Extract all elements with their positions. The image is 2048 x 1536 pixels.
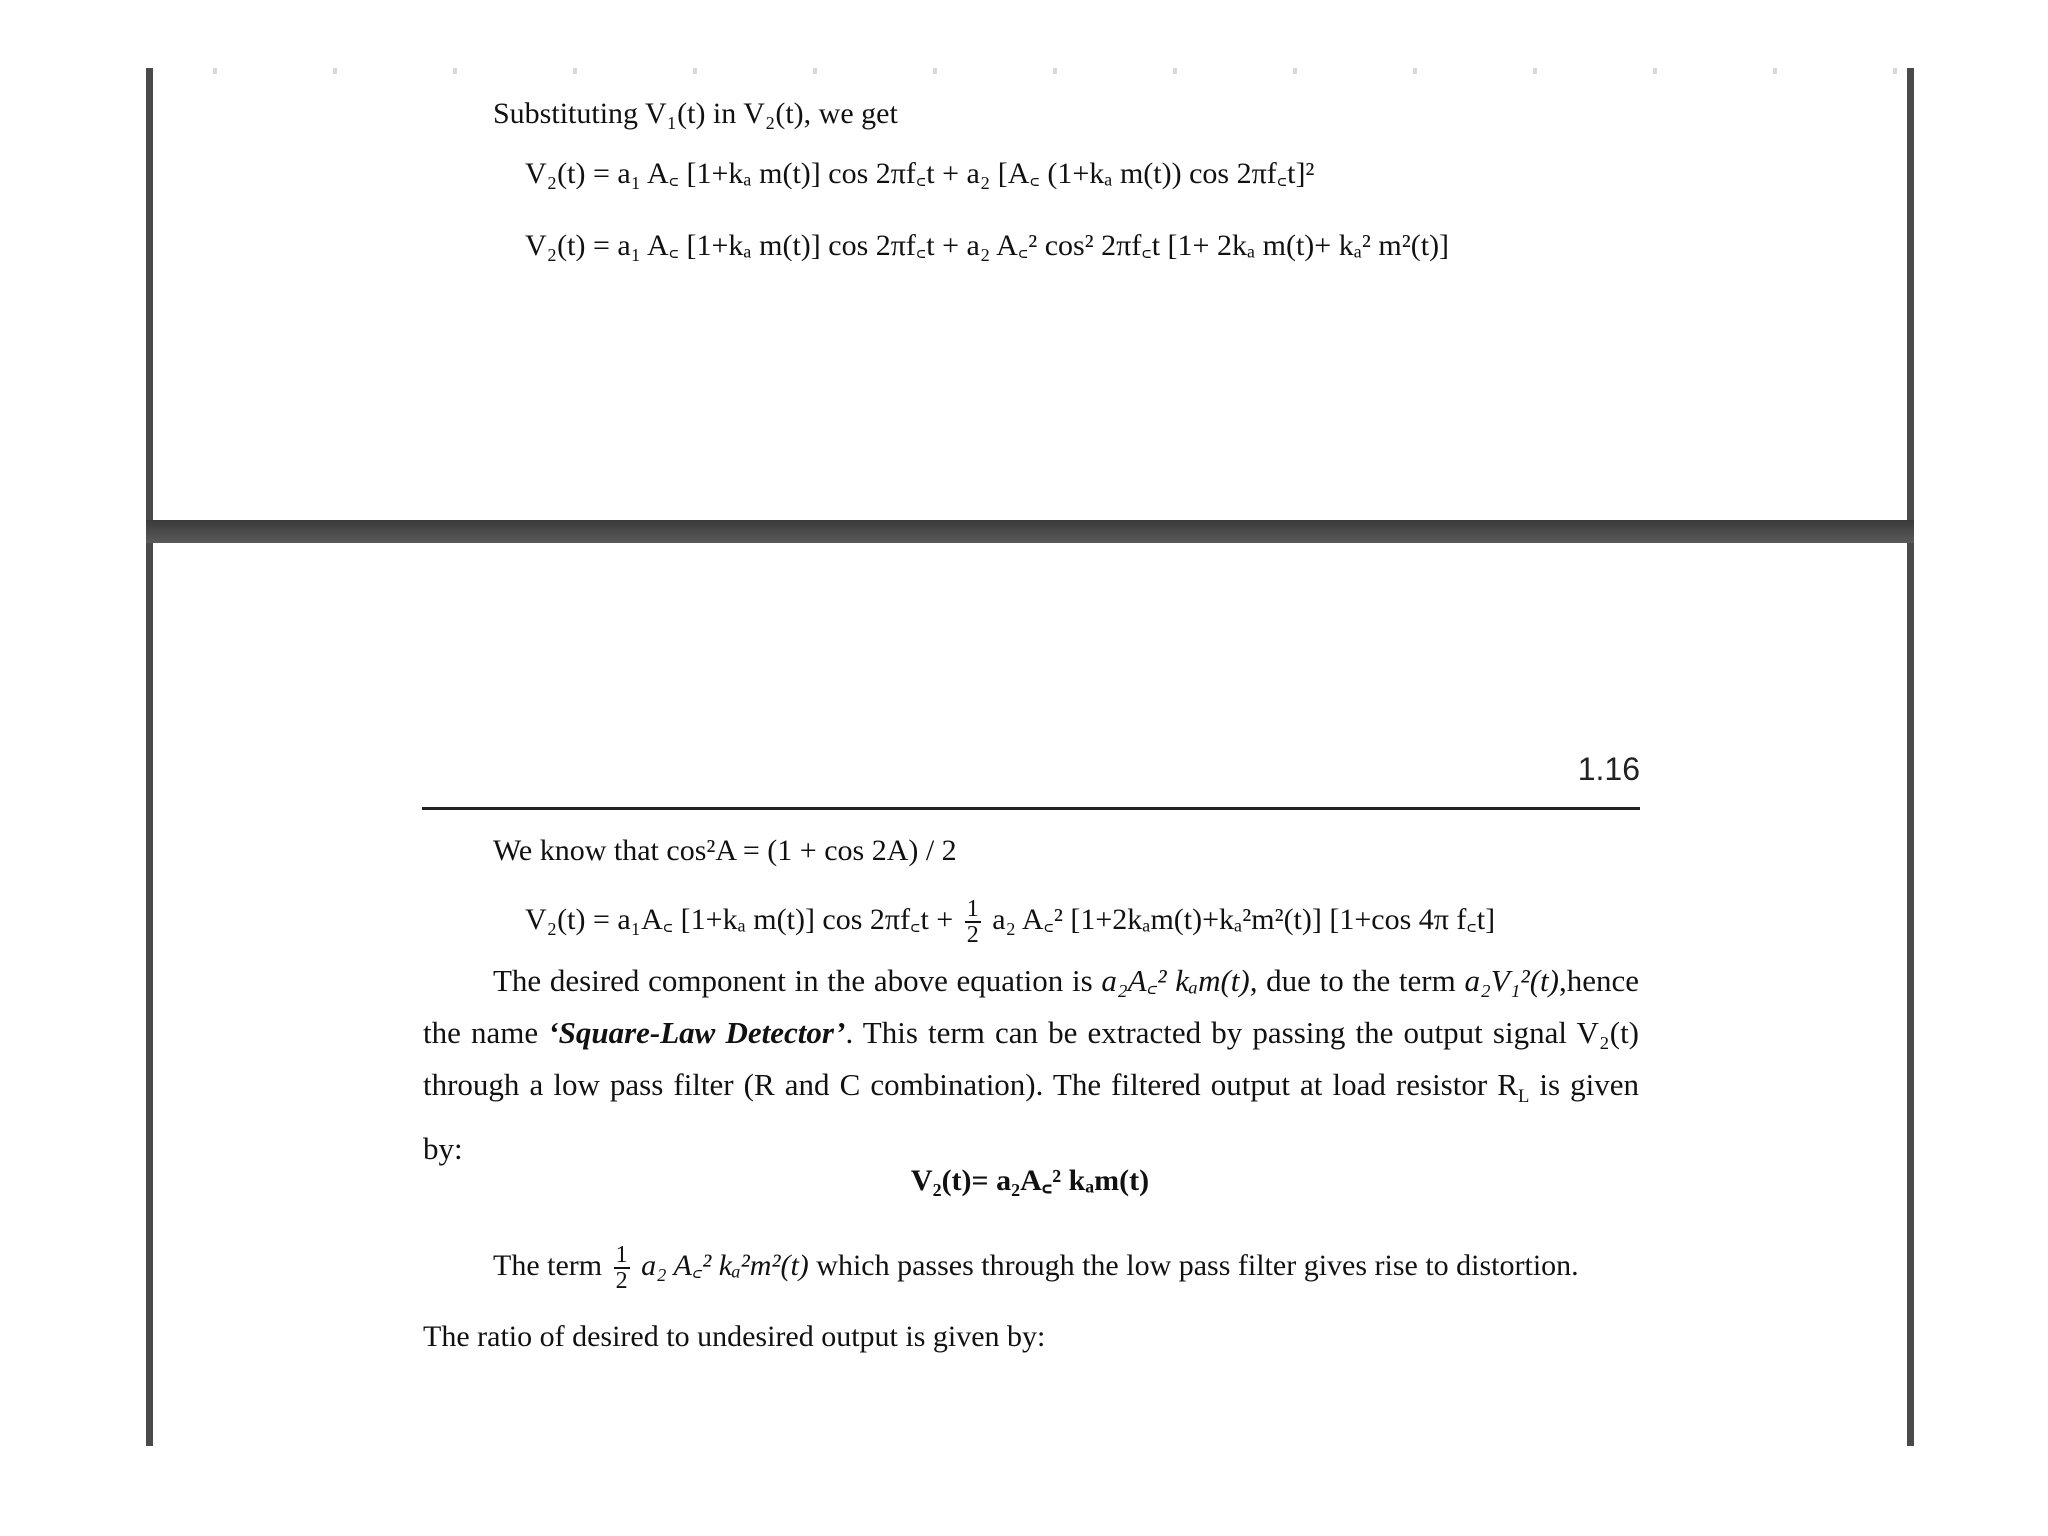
equation-3-prefix: V₂(t) = a₁A꜀ [1+kₐ m(t)] cos 2πf꜀t +	[525, 902, 954, 936]
para1-text-c: due to the term	[1266, 963, 1456, 998]
document-viewer[interactable]	[146, 68, 1914, 1446]
para1-text-e: ,hence the name	[423, 963, 1640, 1050]
page-separator	[146, 520, 1914, 543]
fraction-denominator: 2	[966, 922, 979, 948]
paragraph-3: The ratio of desired to undesired output is given by:	[423, 1320, 1046, 1353]
paragraph-2	[493, 1243, 1579, 1293]
equation-3-fraction	[965, 897, 981, 947]
page-cut-edge	[153, 68, 1907, 74]
equation-3	[525, 897, 1495, 947]
equation-2: V₂(t) = a₁ A꜀ [1+kₐ m(t)] cos 2πf꜀t + a₂ A꜀² cos² 2πf꜀t [1+ 2kₐ m(t)+ kₐ² m²(t)]	[525, 229, 1450, 262]
identity-text: We know that cos²A = (1 + cos 2A) / 2	[493, 834, 957, 867]
intro-text: Substituting V₁(t) in V₂(t), we get	[493, 97, 898, 130]
equation-4: V₂(t)= a₂A꜀² kₐm(t)	[910, 1164, 1150, 1197]
para2-text-c: which passes through the low pass filter gives rise to distortion.	[816, 1248, 1579, 1282]
para1-text-g: is given by:	[423, 1067, 1639, 1167]
para2-distortion-term: a₂ A꜀² kₐ²m²(t)	[641, 1248, 809, 1282]
fraction-numerator: 1	[615, 1242, 628, 1268]
equation-3-suffix: a₂ A꜀² [1+2kₐm(t)+kₐ²m²(t)] [1+cos 4π f꜀t]	[992, 902, 1496, 936]
para1-desired-term: a₂A꜀² kₐm(t),	[1101, 963, 1258, 998]
paragraph-1	[423, 955, 1639, 1175]
para2-fraction	[614, 1243, 630, 1293]
document-page-bottom	[153, 543, 1907, 1446]
fraction-denominator: 2	[615, 1268, 628, 1294]
para1-source-term: a₂V₁²(t)	[1464, 963, 1559, 998]
equation-1: V₂(t) = a₁ A꜀ [1+kₐ m(t)] cos 2πf꜀t + a₂ [A꜀ (1+kₐ m(t)) cos 2πf꜀t]²	[525, 157, 1315, 190]
fraction-numerator: 1	[966, 896, 979, 922]
page-number: 1.16	[1577, 751, 1640, 787]
para1-text-f: . This term can be extracted by passing the output signal V₂(t) through a low pass filter (R and C combination). The filtered output at load resistor R	[423, 1015, 1639, 1102]
header-rule	[422, 807, 1640, 810]
document-page-top	[153, 68, 1907, 520]
square-law-detector-term: ‘Square-Law Detector’	[548, 1015, 846, 1050]
para2-text-a: The term	[493, 1248, 603, 1282]
load-resistor-subscript: L	[1517, 1086, 1530, 1108]
para1-text-a: The desired component in the above equation is	[493, 963, 1093, 998]
